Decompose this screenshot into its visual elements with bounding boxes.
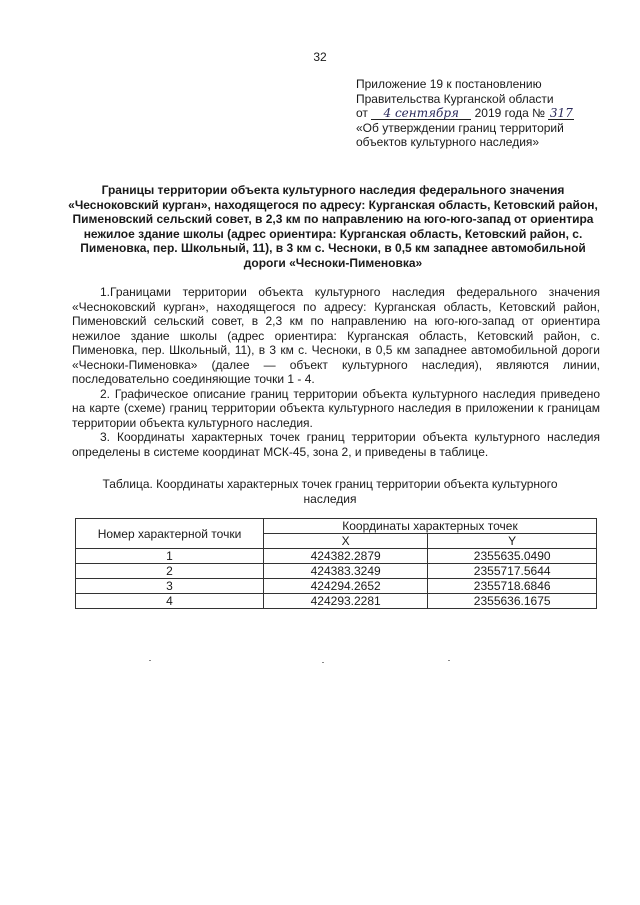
- appendix-line-5: объектов культурного наследия»: [356, 135, 540, 149]
- scan-speck: [448, 660, 450, 661]
- cell-x: 424294.2652: [263, 579, 427, 594]
- handwritten-number: 317: [549, 106, 573, 120]
- cell-y: 2355635.0490: [428, 549, 597, 564]
- table-caption: Таблица. Координаты характерных точек границ территории объекта культурного наследия: [102, 477, 558, 506]
- handwritten-date: 4 сентября: [371, 107, 471, 120]
- paragraph-3: 3. Координаты характерных точек границ территории объекта культурного наследия определены в системе координат МСК-45, зона 2, и приведены в таблице.: [72, 430, 600, 459]
- appendix-line-2: Правительства Курганской области: [356, 91, 554, 106]
- paragraph-1: 1.Границами территории объекта культурного наследия федерального значения «Чесноковский курган», находящегося по адресу: Курганская область, Кетовский район, Пименовский сельский совет, в 2,3 км по направлению на юго-юго-запад от ориентира нежилое здание школы (адрес ориентира: Курганская область, Кетовский район, с. Пименовка, пер. Школьный, 11), в 3 км с. Чесноки, в 0,5 км западнее автомобильной дороги «Чесноки-Пименовка» (далее — объект культурного наследия), являются линии, последовательно соединяющие точки 1 - 4.: [72, 285, 600, 386]
- appendix-line-4: «Об утверждении границ территорий: [356, 120, 564, 135]
- header-x: X: [263, 534, 427, 549]
- cell-y: 2355636.1675: [428, 594, 597, 609]
- cell-point-number: 2: [76, 564, 264, 579]
- cell-point-number: 1: [76, 549, 264, 564]
- cell-y: 2355718.6846: [428, 579, 597, 594]
- header-point-number: Номер характерной точки: [76, 519, 264, 549]
- cell-y: 2355717.5644: [428, 564, 597, 579]
- header-y: Y: [428, 534, 597, 549]
- cell-point-number: 3: [76, 579, 264, 594]
- appendix-line-1: Приложение 19 к постановлению: [356, 77, 542, 91]
- appendix-year-text: 2019 года №: [474, 106, 546, 120]
- body-text: [72, 285, 600, 459]
- table-row: [76, 564, 597, 579]
- cell-x: 424382.2879: [263, 549, 427, 564]
- cell-point-number: 4: [76, 594, 264, 609]
- appendix-date-line: [356, 106, 606, 121]
- table-row: [76, 549, 597, 564]
- document-title: Границы территории объекта культурного наследия федерального значения «Чесноковский курган», находящегося по адресу: Курганская область, Кетовский район, Пименовский сельский совет, в 2,3 км по направлению на юго-юго-запад от ориентира нежилое здание школы (адрес ориентира: Курганская область, Кетовский район, с. Пименовка, пер. Школьный, 11), в 3 км с. Чесноки, в 0,5 км западнее автомобильной дороги «Чесноки-Пименовка»: [68, 183, 598, 270]
- table-header-row: [76, 519, 597, 534]
- coordinates-table: [75, 518, 597, 609]
- cell-x: 424293.2281: [263, 594, 427, 609]
- scan-speck: [322, 662, 324, 663]
- paragraph-2: 2. Графическое описание границ территории объекта культурного наследия приведено на карте (схеме) границ территории объекта культурного наследия в приложении к границам территории объекта культурного наследия.: [72, 386, 600, 430]
- appendix-block: [356, 77, 606, 150]
- header-coordinates: Координаты характерных точек: [263, 519, 596, 534]
- table-row: [76, 579, 597, 594]
- appendix-from-label: от: [356, 106, 368, 120]
- scan-speck: [149, 660, 151, 661]
- cell-x: 424383.3249: [263, 564, 427, 579]
- page-number: 32: [313, 50, 327, 64]
- table-row: [76, 594, 597, 609]
